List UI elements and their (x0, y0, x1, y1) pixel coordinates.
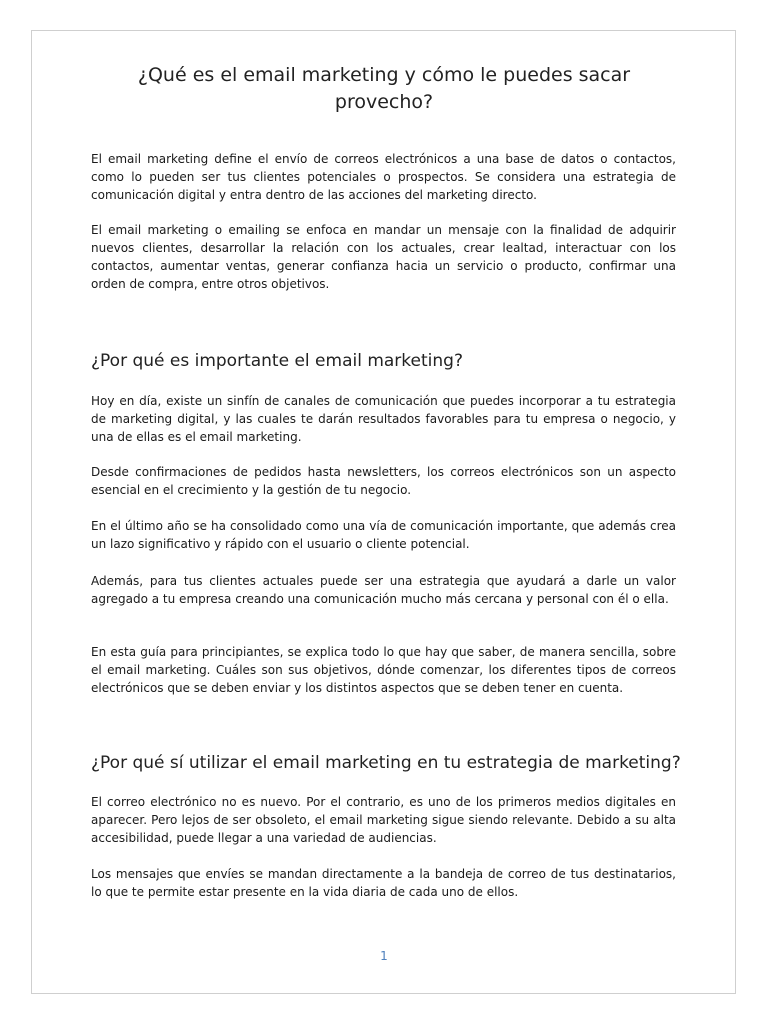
section-heading-importance: ¿Por qué es importante el email marketing? (91, 351, 463, 371)
section-paragraph: Hoy en día, existe un sinfín de canales de comunicación que puedes incorporar a tu estrategia de marketing digital, y las cuales te darán resultados favorables para tu empresa o negocio, y una de ellas es el email marketing. (91, 394, 676, 444)
section-paragraph: El correo electrónico no es nuevo. Por el contrario, es uno de los primeros medios digitales en aparecer. Pero lejos de ser obsoleto, el email marketing sigue siendo relevante. Debido a su alta accesibilidad, puede llegar a una variedad de audiencias. (91, 795, 676, 845)
section-heading-why-use: ¿Por qué sí utilizar el email marketing en tu estrategia de marketing? (91, 753, 681, 773)
section-paragraph: Desde confirmaciones de pedidos hasta newsletters, los correos electrónicos son un aspecto esencial en el crecimiento y la gestión de tu negocio. (91, 465, 676, 497)
intro-paragraph: El email marketing define el envío de correos electrónicos a una base de datos o contactos, como lo pueden ser tus clientes potenciales o prospectos. Se considera una estrategia de comunicación digital y entra dentro de las acciones del marketing directo. (91, 152, 676, 202)
section-paragraph: En esta guía para principiantes, se explica todo lo que hay que saber, de manera sencilla, sobre el email marketing. Cuáles son sus objetivos, dónde comenzar, los diferentes tipos de correos electrónicos que se deben enviar y los distintos aspectos que se deben tener en cuenta. (91, 645, 676, 695)
section-paragraph: En el último año se ha consolidado como una vía de comunicación importante, que además crea un lazo significativo y rápido con el usuario o cliente potencial. (91, 519, 676, 551)
intro-paragraph: El email marketing o emailing se enfoca en mandar un mensaje con la finalidad de adquirir nuevos clientes, desarrollar la relación con los actuales, crear lealtad, interactuar con los contactos, aumentar ventas, generar confianza hacia un servicio o producto, confirmar una orden de compra, entre otros objetivos. (91, 223, 676, 291)
page-number: 1 (380, 949, 388, 963)
document-title: ¿Qué es el email marketing y cómo le puedes sacar provecho? (137, 64, 631, 113)
section-paragraph: Los mensajes que envíes se mandan directamente a la bandeja de correo de tus destinatarios, lo que te permite estar presente en la vida diaria de cada uno de ellos. (91, 867, 676, 899)
section-paragraph: Además, para tus clientes actuales puede ser una estrategia que ayudará a darle un valor agregado a tu empresa creando una comunicación mucho más cercana y personal con él o ella. (91, 574, 676, 606)
